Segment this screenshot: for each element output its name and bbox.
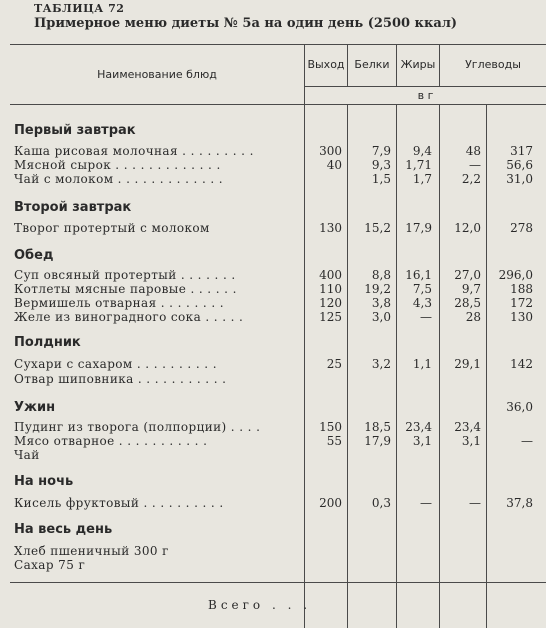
protein-value: 9,3	[371, 158, 391, 172]
table-row	[0, 400, 546, 414]
dish-name: Мясо отварное . . . . . . . . . . .	[14, 434, 208, 448]
header-bottom-border	[10, 104, 546, 105]
output-value: 55	[326, 434, 342, 448]
header-unit: в г	[417, 89, 434, 102]
dish-name: Кисель фруктовый . . . . . . . . . .	[14, 496, 224, 510]
fat-value: 16,1	[405, 268, 432, 282]
output-value: 40	[326, 158, 342, 172]
table-row	[0, 268, 546, 282]
header-output: Выход	[307, 58, 345, 71]
carbs-value-2: 56,6	[506, 158, 533, 172]
output-value: 130	[319, 221, 342, 235]
dish-name: Чай	[14, 448, 40, 462]
output-value: 125	[319, 310, 342, 324]
output-value: 120	[319, 296, 342, 310]
section-title: Ужин	[14, 400, 56, 415]
section-title: На весь день	[14, 522, 113, 537]
dish-name: Мясной сырок . . . . . . . . . . . . .	[14, 158, 221, 172]
table-row	[0, 144, 546, 158]
table-row	[0, 496, 546, 510]
dish-name: Творог протертый с молоком	[14, 221, 210, 235]
dish-name: Суп овсяный протертый . . . . . . .	[14, 268, 236, 282]
fat-value: 3,1	[412, 434, 432, 448]
output-value: 300	[319, 144, 342, 158]
protein-value: 18,5	[364, 420, 391, 434]
table-row	[0, 221, 546, 235]
table-row	[0, 434, 546, 448]
carbs-value-2: 296,0	[498, 268, 533, 282]
header-name: Наименование блюд	[97, 68, 217, 81]
output-value: 110	[319, 282, 342, 296]
header-protein: Белки	[354, 58, 390, 71]
table-row	[0, 420, 546, 434]
carbs-value: —	[469, 158, 481, 172]
fat-value: 4,3	[412, 296, 432, 310]
carbs-value-2: 188	[510, 282, 533, 296]
carbs-value-2: 130	[510, 310, 533, 324]
table-row	[0, 448, 546, 462]
fat-value: 1,1	[412, 357, 432, 371]
carbs-value-2: 31,0	[506, 172, 533, 186]
table-top-border	[10, 44, 546, 45]
table-row	[0, 282, 546, 296]
dish-name: Сахар 75 г	[14, 558, 86, 572]
protein-value: 0,3	[371, 496, 391, 510]
dish-name: Пудинг из творога (полпорции) . . . .	[14, 420, 261, 434]
table-number-label: ТАБЛИЦА 72	[34, 2, 125, 15]
fat-value: 9,4	[412, 144, 432, 158]
carbs-value: 29,1	[454, 357, 481, 371]
dish-name: Котлеты мясные паровые . . . . . .	[14, 282, 237, 296]
carbs-value: 3,1	[461, 434, 481, 448]
output-value: 200	[319, 496, 342, 510]
fat-value: 7,5	[412, 282, 432, 296]
carbs-value: 2,2	[461, 172, 481, 186]
table-row	[0, 544, 546, 558]
section-title: Второй завтрак	[14, 200, 132, 215]
fat-value: —	[420, 310, 432, 324]
column-divider	[304, 44, 305, 628]
table-row	[0, 558, 546, 572]
protein-value: 8,8	[371, 268, 391, 282]
section-title: На ночь	[14, 474, 74, 489]
protein-value: 15,2	[364, 221, 391, 235]
total-label: Всего . . .	[208, 598, 312, 612]
fat-value: 1,71	[405, 158, 432, 172]
fat-value: 17,9	[405, 221, 432, 235]
dish-name: Отвар шиповника . . . . . . . . . . .	[14, 372, 227, 386]
carbs-value-2: 172	[510, 296, 533, 310]
table-row	[0, 158, 546, 172]
dish-name: Сухари с сахаром . . . . . . . . . .	[14, 357, 217, 371]
carbs-value: 9,7	[461, 282, 481, 296]
carbs-value: 12,0	[454, 221, 481, 235]
unit-row-border	[305, 86, 546, 87]
header-carbs: Углеводы	[465, 58, 521, 71]
dish-name: Чай с молоком . . . . . . . . . . . . .	[14, 172, 224, 186]
output-value: 25	[326, 357, 342, 371]
fat-value: 23,4	[405, 420, 432, 434]
total-row-border	[10, 582, 546, 583]
carbs-value-2: 37,8	[506, 496, 533, 510]
table-row	[0, 357, 546, 371]
dish-name: Вермишель отварная . . . . . . . .	[14, 296, 224, 310]
protein-value: 1,5	[371, 172, 391, 186]
carbs-value-2: 317	[510, 144, 533, 158]
dish-name: Каша рисовая молочная . . . . . . . . .	[14, 144, 254, 158]
fat-value: 1,7	[412, 172, 432, 186]
table-row	[0, 172, 546, 186]
carbs-value-2: —	[521, 434, 533, 448]
protein-value: 17,9	[364, 434, 391, 448]
carbs-value: 28,5	[454, 296, 481, 310]
protein-value: 19,2	[364, 282, 391, 296]
output-value: 400	[319, 268, 342, 282]
section-title: Обед	[14, 248, 54, 263]
output-value: 150	[319, 420, 342, 434]
protein-value: 3,8	[371, 296, 391, 310]
carbs-value-2: 142	[510, 357, 533, 371]
fat-value: —	[420, 496, 432, 510]
dish-name: Хлеб пшеничный 300 г	[14, 544, 169, 558]
carbs-value: 23,4	[454, 420, 481, 434]
carbs-value: 27,0	[454, 268, 481, 282]
table-row	[0, 372, 546, 386]
table-title: Примерное меню диеты № 5а на один день (2500 ккал)	[34, 16, 458, 31]
table-row	[0, 296, 546, 310]
section-title: Полдник	[14, 335, 81, 350]
carbs-value-2: 278	[510, 221, 533, 235]
carbs-value: 28	[465, 310, 481, 324]
protein-value: 3,0	[371, 310, 391, 324]
header-fat: Жиры	[400, 58, 436, 71]
section-title: Первый завтрак	[14, 123, 136, 138]
carbs-value: 48	[465, 144, 481, 158]
protein-value: 3,2	[371, 357, 391, 371]
carbs-value-2: 36,0	[506, 400, 533, 414]
protein-value: 7,9	[371, 144, 391, 158]
table-row	[0, 310, 546, 324]
dish-name: Желе из виноградного сока . . . . .	[14, 310, 244, 324]
carbs-value: —	[469, 496, 481, 510]
